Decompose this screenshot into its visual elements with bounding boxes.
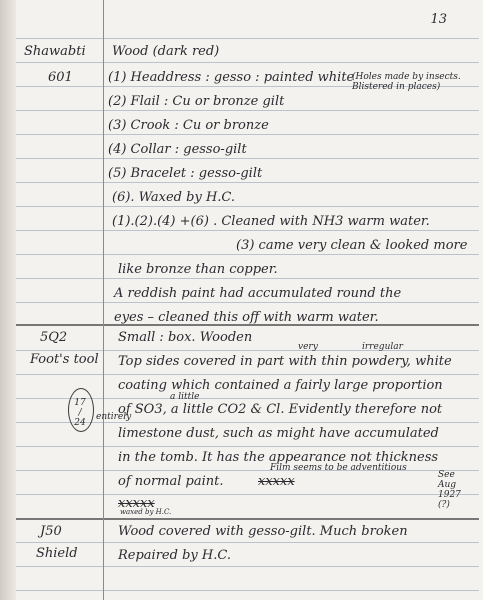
entry-line: Repaired by H.C. [118,548,231,563]
page-number: 13 [430,12,447,27]
entry-line: (1).(2).(4) +(6) . Cleaned with NH3 warm water. [112,214,430,229]
insertion: irregular [362,342,403,352]
entry-line: Wood covered with gesso-gilt. Much broken [118,524,408,539]
entry-line: (1) Headdress : gesso : painted white [108,70,355,85]
entry-title: Shield [36,546,78,561]
entry-line: (5) Bracelet : gesso-gilt [108,166,263,181]
entry-line: like bronze than copper. [118,262,278,277]
entry-line: (3) Crook : Cu or bronze [108,118,269,133]
entry-aside: (Holes made by insects. Blistered in places) [352,72,461,92]
entry-line: coating which contained a fairly large proportion [118,378,443,393]
entry-title: Foot's tool [30,352,99,367]
struck-text: xxxxx [118,496,155,511]
entry-line: limestone dust, such as might have accumulated [118,426,439,441]
struck-text: xxxxx [258,474,295,489]
entry-line: Top sides covered in part with thin powdery, white [118,354,452,369]
entry-line: (4) Collar : gesso-gilt [108,142,247,157]
entry-line: in the tomb. It has the appearance not thickness [118,450,439,465]
entry-line: Small : box. Wooden [118,330,253,345]
entry-line: A reddish paint had accumulated round the [114,286,402,301]
entry-title: Shawabti [24,44,86,59]
entry-line: eyes – cleaned this off with warm water. [114,310,379,325]
margin-mark: 17 / 24 [74,398,86,428]
entry-line: (2) Flail : Cu or bronze gilt [108,94,285,109]
insertion: Film seems to be adventitious [270,463,407,473]
entry-line: waxed by H.C. [120,508,172,516]
insertion: entirely [96,412,132,422]
entry-line: Wood (dark red) [112,44,220,59]
entry-line: (3) came very clean & looked more [236,238,468,253]
insertion: a little [170,392,200,402]
entry-number: J50 [40,524,62,539]
entry-number: 601 [48,70,73,85]
entry-number: 5Q2 [40,330,68,345]
entry-line: of SO3, a little CO2 & Cl. Evidently therefore not [118,402,443,417]
insertion: very [298,342,318,352]
entry-line: (6). Waxed by H.C. [112,190,236,205]
entry-line: of normal paint. [118,474,224,489]
entry-aside: See Aug 1927 (?) [438,470,461,510]
